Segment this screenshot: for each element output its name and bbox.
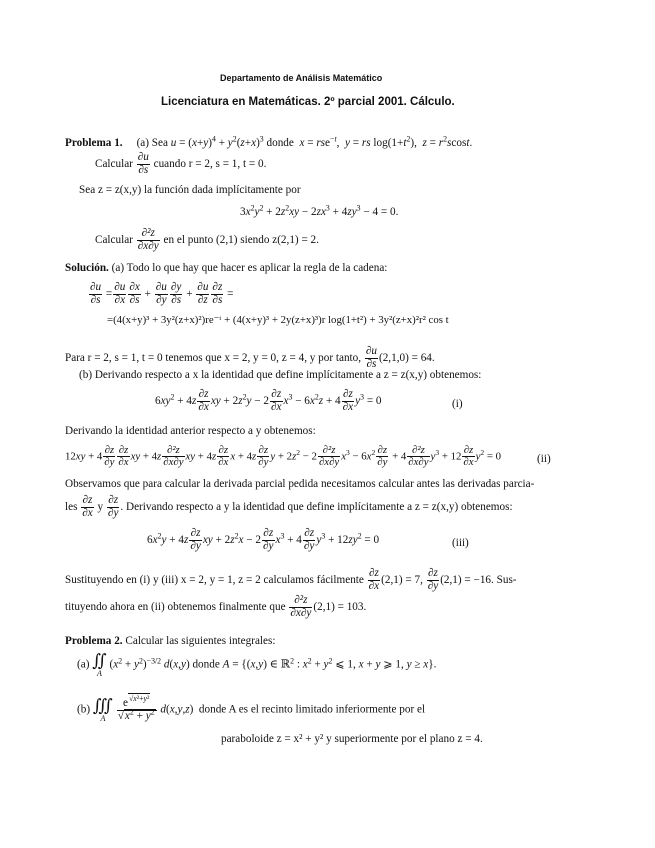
text: tituyendo ahora en (ii) obtenemos finalmente que [65,600,286,613]
problem2-label: Problema 2. [65,635,123,647]
problem2-part-b: (b) ∭ A $\frac{e^{√x^2+y^2}}{√x^2 + y^2}$ d(x,y,z) donde A es el recinto limitado inferiormente por el [77,694,426,723]
observation-line2: les $\frac{\partial z}{\partial x}$ y $\frac{\partial z}{\partial y}$ . Derivando respecto a y la identidad que define implícitamente a z = z(x,y) obtenemos: [65,494,513,519]
text: Calcular [95,157,133,170]
text: Para r = 2, s = 1, t = 0 tenemos que x = 2, y = 0, z = 4, y por tanto, [65,351,362,364]
text: donde A es el recinto limitado inferiormente por el [198,703,426,716]
text: (a) Todo lo que hay que hacer es aplicar la regla de la cadena: [111,262,388,274]
substitution-line: Sustituyendo en (i) y (iii) x = 2, y = 1, z = 2 calculamos fácilmente $\frac{\partial z}{\partial x}$ (2,1) = 7, $\frac{\partial z}{\partial y}$ (2,1) = −16. Sus- [65,567,517,592]
department-heading: Departamento de Análisis Matemático [220,73,383,83]
problem1-part-a-line2 [95,152,266,177]
solution-label: Solución. [65,262,109,274]
final-value: (2,1) = 103. [313,600,367,613]
double-integral-symbol: ∬ A [92,651,102,678]
eq-ii-intro: Derivando la identidad anterior respecto a y obtenemos: [65,425,316,437]
chain-rule-expansion: =(4(x+y)³ + 3y²(z+x)²)re⁻ᵗ + (4(x+y)³ + 2y(z+x)³)r log(1+t²) + 3y²(z+x)²r² cos t [107,314,449,326]
text: Calcular las siguientes integrales: [125,635,276,647]
integrand-fraction: $\frac{e^{√x^2+y^2}}{√x^2 + y^2}$ [117,694,155,722]
u-definition: u [170,137,177,149]
equation-i: $6xy^2 + 4z$ $\frac{\partial z}{\partial x}$ xy + $2z^2y - 2$ $\frac{\partial z}{\partial x}$ $x^3 - 6x^2z + 4$ $\frac{\partial z}{\partial x}$ $y^3 = 0$ [155,388,382,413]
equation-iii: $6x^2y + 4z$ $\frac{\partial z}{\partial y}$ xy + $2z^2x - 2$ $\frac{\partial z}{\partial y}$ $x^3 + 4$ $\frac{\partial z}{\partial y}$ $y^3 + 12zy^2 = 0$ [147,527,380,552]
problem1-part-b-intro: Sea z = z(x,y) la función dada implícitamente por [79,184,301,196]
part-b-intro: (b) Derivando respecto a x la identidad que define implícitamente a z = z(x,y) obtenemos: [79,369,482,381]
triple-integral-symbol: ∭ A [92,696,108,723]
text: donde [266,137,294,149]
dzdx-value: (2,1) = 7, [381,573,423,586]
part-label: (b) [77,703,91,716]
problem2-heading [65,635,275,648]
equation-ii: 12xy + 4 $\frac{\partial z}{\partial y}$ $\frac{\partial z}{\partial x}$ xy + 4z $\frac{\text{∂²z}}{\partial x\partial y}$ xy + 4z $\frac{\partial z}{\partial x}$ x + 4z $\frac{\partial z}{\partial y}$ $y + 2z^2 - 2$ $\frac{\text{∂²z}}{\partial x\partial y}$ $x^3 - 6x^2$ $\frac{\partial z}{\partial y}$ + 4 $\frac{\text{∂²z}}{\partial x\partial y}$ $y^3 + 12$ $\frac{\partial z}{\partial x}$ $y^2 = 0$ [65,444,502,469]
text: en el punto (2,1) siendo z(2,1) = 2. [163,233,319,246]
text: Sea [151,137,168,149]
problem2-part-a: (a) ∬ A $(x^2 + y^2)^{-3/2}$ d(x,y) donde A = {(x,y) ∈ ℝ$^2$ : $x^2 + y^2$ ⩽ 1, x + y ⩾ 1, y ≥ x}. [77,651,437,678]
text: . Derivando respecto a y la identidad que define implícitamente a z = z(x,y) obtenemos: [120,500,513,513]
problem2-part-b-line2: paraboloide z = x² + y² y superiormente por el plano z = 4. [221,733,483,745]
result-value: (2,1,0) = 64. [378,351,435,364]
equation-i-label: (i) [452,398,463,410]
equation-iii-label: (iii) [452,537,469,549]
text: Sus- [496,573,517,586]
text: cuando r = 2, s = 1, t = 0. [153,157,267,170]
chain-rule-equation: $\frac{\partial u}{\partial s}$ = $\frac{\partial u}{\partial x}$ $\frac{\partial x}{\partial s}$ + $\frac{\partial u}{\partial y}$ $\frac{\partial y}{\partial s}$ + $\frac{\partial u}{\partial z}$ $\frac{\partial z}{\partial s}$ = [90,281,234,306]
final-line: tituyendo ahora en (ii) obtenemos finalmente que $\frac{\text{∂²z}}{\partial x\partial y}$ (2,1) = 103. [65,594,367,619]
dzdy-value: (2,1) = −16. [440,573,494,586]
observation-line1: Observamos que para calcular la derivada parcial pedida necesitamos calcular antes las derivadas parcia- [65,478,535,490]
du-ds-fraction: $\frac{\partial u}{\partial s}$ [137,151,149,176]
part-label: (a) [77,658,90,671]
text: Sustituyendo en (i) y (iii) x = 2, y = 1, z = 2 calculamos fácilmente [65,573,364,586]
text: les [65,500,78,513]
exam-title: Licenciatura en Matemáticas. 2º parcial 2001. Cálculo. [161,96,455,108]
text: Calcular [95,233,133,246]
equation-ii-label: (ii) [537,453,551,465]
part-a-label: (a) [136,137,149,149]
solution-intro [65,262,387,275]
text: y [97,500,104,513]
problem1-part-a-line1: Problema 1. (a) Sea $u = (x+y)^4 + y^2(z+x)^3$ donde x = rse$^{-t}$, y = rs $\log(1+t^2)$, $z = r^2scost$. [65,134,473,149]
part-a-result: Para r = 2, s = 1, t = 0 tenemos que x = 2, y = 0, z = 4, y por tanto, $\frac{\partial u}{\partial s}$ (2,1,0) = 64. [65,345,435,370]
d2z-dxdy-fraction: $\frac{\text{∂²z}}{\partial x\partial y}$ [137,227,159,252]
problem1-label: Problema 1. [65,137,123,149]
problem1-part-b-ask [95,228,319,253]
implicit-equation: $3x^2y^2 + 2z^2xy - 2zx^3 + 4zy^3 - 4 = 0$. [240,203,399,218]
